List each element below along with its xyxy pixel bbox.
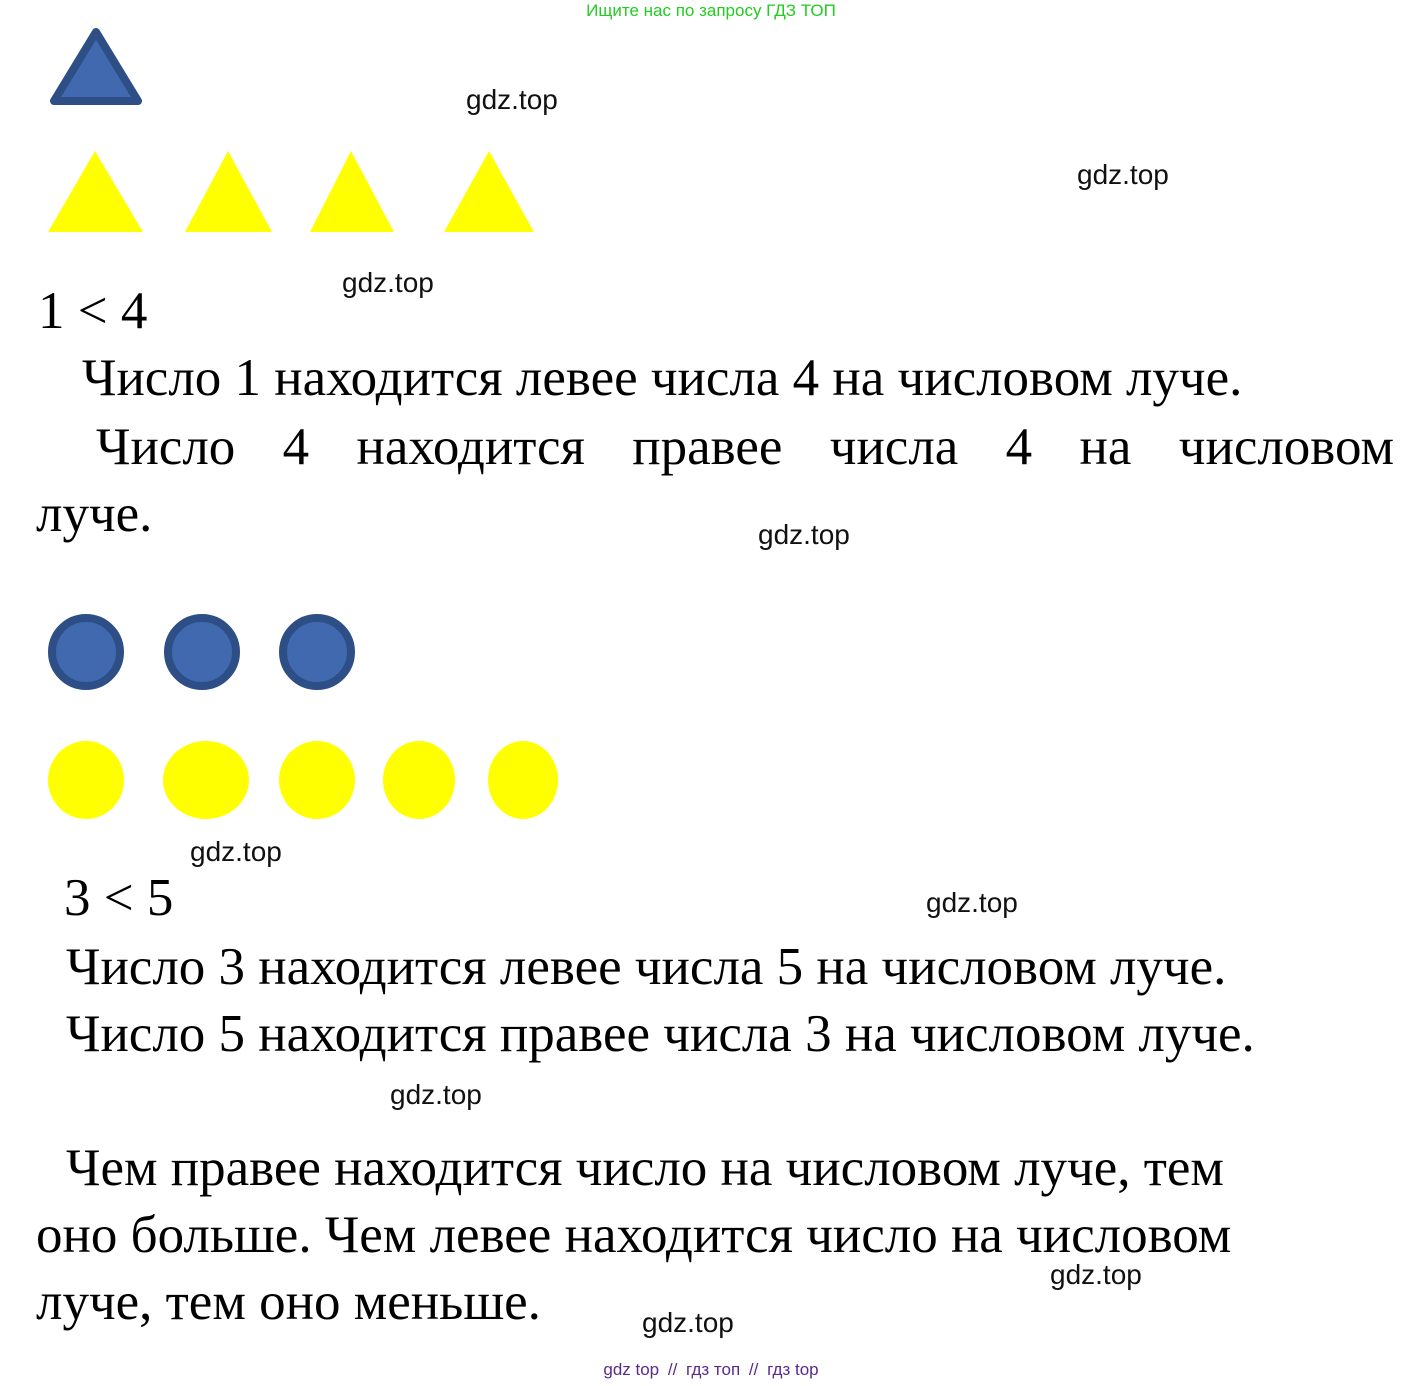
blue-triangle	[54, 32, 138, 101]
blue-circle	[283, 618, 351, 686]
yellow-triangle	[310, 151, 394, 232]
yellow-circle	[279, 741, 355, 819]
blue-circle	[52, 618, 120, 686]
yellow-triangle	[48, 151, 143, 232]
watermark: gdz.top	[466, 84, 558, 115]
blue-circle	[168, 618, 236, 686]
section2-line1: Число 3 находится левее числа 5 на числовом луче.	[66, 938, 1227, 996]
footer-link[interactable]: gdz top	[603, 1360, 660, 1379]
footer-link[interactable]: гдз топ	[686, 1360, 741, 1379]
conclusion-line3: луче, тем оно меньше.	[36, 1273, 541, 1331]
yellow-circle	[488, 741, 558, 819]
yellow-triangle	[185, 151, 272, 232]
conclusion-line2: оно больше. Чем левее находится число на числовом	[36, 1206, 1232, 1264]
watermark: gdz.top	[190, 836, 282, 867]
comparison-2: 3 < 5	[64, 869, 174, 927]
footer-separator: //	[748, 1360, 759, 1379]
section1-line2-end: луче.	[36, 485, 153, 543]
footer-links	[0, 1360, 1422, 1380]
yellow-circle	[163, 741, 249, 819]
footer-link[interactable]: гдз top	[767, 1360, 819, 1379]
search-hint: Ищите нас по запросу ГДЗ ТОП	[586, 1, 836, 20]
yellow-circle	[48, 741, 124, 819]
watermark: gdz.top	[1050, 1259, 1142, 1290]
watermark: gdz.top	[342, 267, 434, 298]
section2-line2: Число 5 находится правее числа 3 на числовом луче.	[66, 1005, 1255, 1063]
watermark: gdz.top	[390, 1079, 482, 1110]
watermark: gdz.top	[1077, 159, 1169, 190]
watermark: gdz.top	[926, 887, 1018, 918]
watermark: gdz.top	[758, 519, 850, 550]
yellow-circle	[383, 741, 455, 819]
yellow-triangle	[444, 151, 534, 232]
conclusion-line1: Чем правее находится число на числовом луче, тем	[66, 1139, 1224, 1197]
section1-line2: Число 4 находится правее числа 4 на числовом	[96, 418, 1394, 476]
footer-separator: //	[667, 1360, 678, 1379]
section1-line1: Число 1 находится левее числа 4 на числовом луче.	[82, 349, 1243, 407]
watermark: gdz.top	[642, 1307, 734, 1338]
comparison-1: 1 < 4	[38, 282, 148, 340]
